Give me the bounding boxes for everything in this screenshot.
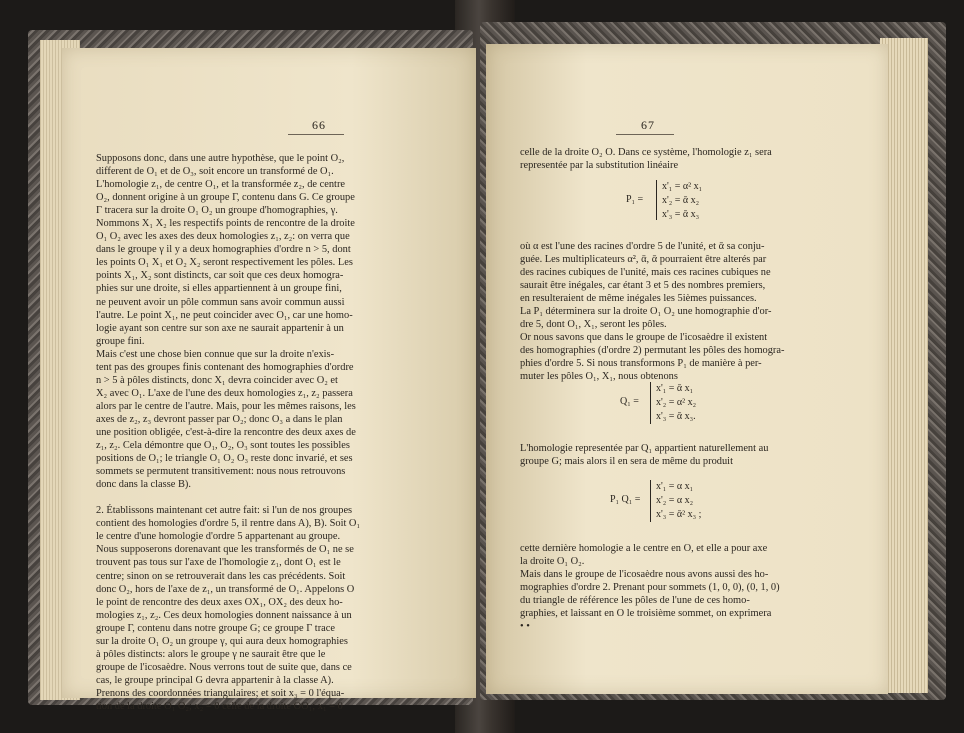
text-line: Γ tracera sur la droite O₁ O₂ un groupe d'homographies, γ. (96, 205, 338, 217)
text-line: dre 5, dont O₁, X₁, seront les pôles. (520, 319, 667, 331)
equation-p1q1-lhs: P₁ Q₁ = (610, 494, 641, 505)
equation-p1-lhs: P₁ = (626, 194, 644, 205)
page-number-left: 66 (312, 118, 326, 132)
text-line: phies sur une droite, si elles appartiennent à un groupe fini, (96, 283, 342, 295)
text-line: axes de z₂, z₃ devront passer par O₂; donc O₃ a dans le plan (96, 413, 343, 425)
text-line: ne peuvent avoir un pôle commun sans avoir commun aussi (96, 296, 345, 308)
text-line: L'homologie representée par Q₁ appartient naturellement au (520, 443, 769, 454)
text-line: Prenons des coordonnées triangulaires; et soit x₃ = 0 l'équa- (96, 687, 345, 699)
text-line: cas, le groupe principal G devra appartenir à la classe A). (96, 674, 334, 686)
text-line: different de O₁ et de O₃, soit encore un transformé de O₁. (96, 166, 334, 178)
text-line: tion de la droite O₁ O₂; x₂ = 0 celle de la droite OO₁; x₁ = 0 (96, 700, 343, 712)
text-line: trouvent pas tous sur l'axe de l'homologie z₁, dont O₁ est le (96, 557, 341, 569)
text-line: O₂, donnent origine à un groupe Γ, contenu dans G. Ce groupe (96, 192, 355, 204)
equation-q1-row: x'₁ = ᾱ x₁ (656, 383, 694, 394)
text-line: le centre d'une homologie d'ordre 5 appartenant au groupe. (96, 531, 341, 543)
left-page-text (96, 152, 468, 713)
right-page (486, 44, 888, 694)
text-line: phies d'ordre 5. Si nous transformons P₁ de manière à per- (520, 358, 762, 370)
text-line: O₁ O₂ avec les axes des deux homologies z₁, z₂: on verra que (96, 231, 350, 243)
text-line: Mais c'est une chose bien connue que sur la droite n'exis- (96, 348, 335, 360)
equation-p1q1-row: x'₃ = ᾱ² x₃ ; (656, 509, 702, 520)
text-line: des homographies (d'ordre 2) permutant les pôles des homogra- (520, 345, 785, 357)
equation-p1-row: x'₂ = ᾱ x₂ (662, 195, 700, 206)
text-line: points X₁, X₂ sont distincts, car soit que ces deux homogra- (96, 270, 344, 282)
text-line: les points O₁ X₁ et O₂ X₂ seront respectivement les pôles. Les (96, 257, 353, 269)
text-line: donc O₂, hors de l'axe de z₁, un transformé de O₁. Appelons O (96, 583, 355, 595)
equation-q1-row: x'₃ = ᾱ x₃. (656, 411, 696, 422)
right-paragraph-1 (520, 146, 870, 172)
text-line: sommets se permutent transitivement: nous nous retrouvons (96, 466, 346, 478)
text-line: graphies, et laissant en O le troisième sommet, on exprimera (520, 608, 772, 620)
equation-p1q1-row: x'₂ = α x₂ (656, 495, 694, 506)
text-line: Or nous savons que dans le groupe de l'icosaèdre il existent (520, 332, 768, 344)
text-line: du triangle de référence les pôles de l'une de ces homo- (520, 595, 750, 607)
right-paragraph-2 (520, 240, 870, 384)
text-line: groupe fini. (96, 335, 145, 347)
right-paragraph-3 (520, 442, 870, 468)
text-line: positions de O₁; le triangle O₁ O₂ O₃ reste donc invarié, et ses (96, 453, 353, 465)
text-line: cette dernière homologie a le centre en O, et elle a pour axe (520, 543, 768, 554)
equation-p1 (626, 180, 746, 222)
text-line: à pôles distincts: alors le groupe γ ne saurait être que le (96, 648, 326, 660)
header-rule-right (616, 134, 674, 135)
text-line: n > 5 à pôles distincts, donc X₁ devra coincider avec O₂ et (96, 374, 338, 386)
text-line: centre; sinon on se retrouverait dans les cas précédents. Soit (96, 570, 346, 582)
text-line: la droite O₁ O₂. (520, 556, 585, 568)
equation-p1-row: x'₁ = α² x₁ (662, 181, 703, 192)
equation-p1-brace (656, 180, 657, 220)
text-line: Supposons donc, dans une autre hypothèse, que le point O₂, (96, 153, 345, 164)
text-line: sur la droite O₁ O₂ un groupe γ, qui aura deux homographies (96, 635, 348, 647)
text-line: groupe de l'icosaèdre. Nous verrons tout de suite que, dans ce (96, 661, 352, 673)
text-line (96, 491, 468, 504)
text-line: La P₁ déterminera sur la droite O₁ O₂ une homographie d'or- (520, 306, 772, 318)
text-line: mographies d'ordre 2. Prenant pour sommets (1, 0, 0), (0, 1, 0) (520, 582, 780, 594)
equation-p1q1 (610, 480, 750, 524)
text-line: Nous supposerons dorenavant que les transformés de O₁ ne se (96, 544, 354, 556)
equation-q1 (620, 382, 740, 426)
text-line: groupe Γ, contenu dans notre groupe G; ce groupe Γ trace (96, 622, 335, 634)
text-line: z₁, z₂. Cela démontre que O₁, O₂, O₃ sont toutes les possibles (96, 440, 350, 452)
text-line: dans le groupe γ il y a deux homographies d'ordre n > 5, dont (96, 244, 351, 256)
equation-q1-lhs: Q₁ = (620, 396, 639, 407)
text-line: L'homologie z₁, de centre O₁, et la transformée z₂, de centre (96, 179, 346, 191)
right-paragraph-4 (520, 542, 870, 633)
text-line: celle de la droite O₂ O. Dans ce système, l'homologie z₁ sera (520, 147, 772, 158)
left-page (62, 48, 476, 712)
text-line: contient des homologies d'ordre 5, il rentre dans A), B). Soit O₁ (96, 518, 361, 530)
equation-p1q1-row: x'₁ = α x₁ (656, 481, 694, 492)
text-line: mologies z₁, z₂. Ces deux homologies donnent naissance à un (96, 609, 352, 621)
text-line: Nommons X₁ X₂ les respectifs points de rencontre de la droite (96, 218, 355, 230)
text-line: tent pas des groupes finis contenant des homographies d'ordre (96, 361, 354, 373)
page-number-right: 67 (641, 118, 655, 132)
text-line: une position obligée, c'est-à-dire la rencontre des deux axes de (96, 426, 356, 438)
text-line: l'autre. Le point X₁, ne peut coincider avec O₁, car une homo- (96, 309, 353, 321)
text-line: saurait être inégales, car étant 3 et 5 des nombres premiers, (520, 280, 766, 292)
equation-p1q1-brace (650, 480, 651, 522)
text-line: muter les pôles O₁, X₁, nous obtenons (520, 371, 678, 383)
text-line: logie ayant son centre sur son axe ne saurait appartenir à un (96, 322, 344, 334)
text-line: 2. Établissons maintenant cet autre fait: si l'un de nos groupes (96, 505, 353, 517)
text-line: alors par le centre de l'autre. Mais, pour les mêmes raisons, les (96, 400, 356, 412)
text-line: • • (520, 621, 530, 633)
text-line: le point de rencontre des deux axes OX₁, OX₂ des deux ho- (96, 596, 343, 608)
equation-q1-brace (650, 382, 651, 424)
text-line: en resulteraient de même inégales les 5ièmes puissances. (520, 293, 757, 305)
text-line: X₂ avec O₁. L'axe de l'une des deux homologies z₁, z₂ passera (96, 387, 353, 399)
text-line: representée par la substitution linéaire (520, 160, 679, 172)
equation-p1-row: x'₃ = ᾱ x₃ (662, 209, 700, 220)
text-line: où α est l'une des racines d'ordre 5 de l'unité, et ᾱ sa conju- (520, 241, 765, 252)
text-line: donc dans la classe B). (96, 479, 191, 491)
text-line: Mais dans le groupe de l'icosaèdre nous avons aussi des ho- (520, 569, 769, 581)
text-line: des racines cubiques de l'unité, mais ces racines cubiques ne (520, 267, 771, 279)
equation-q1-row: x'₂ = α² x₂ (656, 397, 697, 408)
text-line: groupe G; mais alors il en sera de même du produit (520, 456, 733, 468)
text-line: guée. Les multiplicateurs α², ᾱ, ᾱ pourraient être alterés par (520, 254, 767, 266)
header-rule-left (288, 134, 344, 135)
